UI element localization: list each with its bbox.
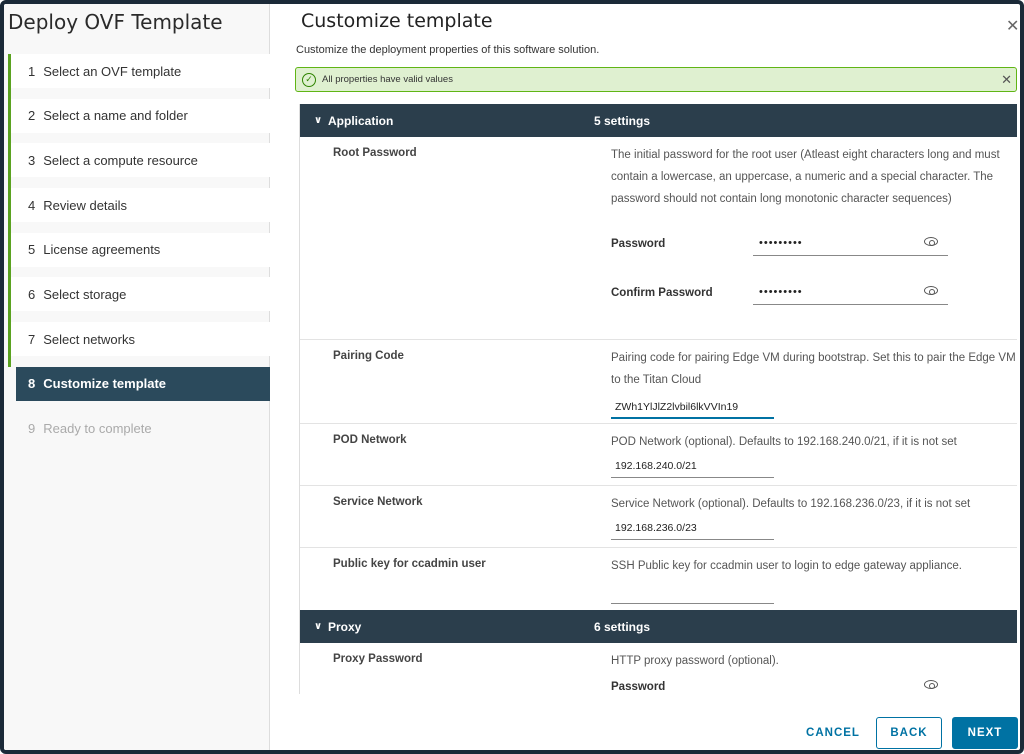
step-select-compute-resource[interactable] bbox=[8, 143, 270, 177]
step-label: Select a name and folder bbox=[43, 108, 188, 124]
eye-icon[interactable] bbox=[924, 237, 938, 246]
back-button[interactable]: BACK bbox=[876, 717, 942, 749]
step-label: Customize template bbox=[43, 376, 167, 392]
service-network-input[interactable]: 192.168.236.0/23 bbox=[611, 518, 774, 540]
wizard-steps bbox=[8, 54, 270, 456]
property-description: HTTP proxy password (optional). bbox=[611, 655, 779, 667]
chevron-down-icon: ∨ bbox=[314, 115, 323, 126]
step-review-details[interactable] bbox=[8, 188, 270, 222]
page-title: Customize template bbox=[301, 10, 493, 32]
password-field-row bbox=[611, 232, 951, 260]
property-label: Pairing Code bbox=[333, 350, 404, 362]
main-panel bbox=[271, 4, 1020, 750]
row-proxy-password bbox=[300, 643, 1017, 694]
confirm-password-field-row bbox=[611, 281, 951, 309]
page-subtitle: Customize the deployment properties of this software solution. bbox=[296, 44, 600, 56]
public-key-input[interactable] bbox=[611, 582, 774, 604]
properties-grid bbox=[299, 104, 1017, 694]
step-label: License agreements bbox=[43, 242, 161, 258]
property-description: The initial password for the root user (Atleast eight characters long and must contain a lowercase, an uppercase, a numeric and a special character. The password should not contain long monotonic character sequences) bbox=[611, 149, 1000, 205]
step-customize-template[interactable] bbox=[16, 367, 270, 401]
step-number: 4 bbox=[28, 197, 36, 213]
group-header-application[interactable] bbox=[300, 104, 1017, 137]
proxy-password-input[interactable] bbox=[753, 675, 948, 694]
chevron-down-icon: ∨ bbox=[314, 621, 323, 632]
password-label: Password bbox=[611, 238, 666, 250]
group-count: 5 settings bbox=[594, 113, 651, 128]
check-circle-icon: ✓ bbox=[302, 73, 316, 87]
step-number: 7 bbox=[28, 331, 36, 347]
wizard-sidebar bbox=[4, 4, 270, 750]
root-password-input[interactable] bbox=[753, 232, 948, 256]
next-button[interactable]: NEXT bbox=[952, 717, 1018, 749]
step-select-name-folder[interactable] bbox=[8, 99, 270, 133]
step-select-storage[interactable] bbox=[8, 277, 270, 311]
cancel-button[interactable]: CANCEL bbox=[806, 727, 860, 739]
property-label: Root Password bbox=[333, 147, 417, 159]
property-label: POD Network bbox=[333, 434, 407, 446]
property-description: Service Network (optional). Defaults to 192.168.236.0/23, if it is not set bbox=[611, 498, 971, 510]
property-description: Pairing code for pairing Edge VM during bootstrap. Set this to pair the Edge VM to the Titan Cloud bbox=[611, 352, 1016, 386]
property-description: SSH Public key for ccadmin user to login to edge gateway appliance. bbox=[611, 560, 962, 572]
property-label: Public key for ccadmin user bbox=[333, 558, 486, 570]
group-name: Proxy bbox=[328, 619, 362, 634]
step-number: 2 bbox=[28, 108, 36, 124]
password-label: Password bbox=[611, 681, 666, 693]
step-label: Select a compute resource bbox=[43, 152, 198, 168]
pairing-code-input[interactable]: ZWh1YlJlZ2lvbil6lkVVIn19 bbox=[611, 397, 774, 419]
step-number: 3 bbox=[28, 152, 36, 168]
step-label: Select an OVF template bbox=[43, 63, 182, 79]
step-number: 1 bbox=[28, 63, 36, 79]
group-count: 6 settings bbox=[594, 619, 651, 634]
row-service-network bbox=[300, 486, 1017, 548]
password-dots: ••••••••• bbox=[759, 286, 803, 298]
step-select-networks[interactable] bbox=[8, 322, 270, 356]
root-confirm-password-input[interactable] bbox=[753, 281, 948, 305]
property-description: POD Network (optional). Defaults to 192.168.240.0/21, if it is not set bbox=[611, 436, 957, 448]
row-public-key bbox=[300, 548, 1017, 610]
step-label: Select storage bbox=[43, 286, 127, 302]
step-number: 9 bbox=[28, 421, 36, 436]
step-number: 6 bbox=[28, 286, 36, 302]
step-label: Select networks bbox=[43, 331, 135, 347]
property-label: Service Network bbox=[333, 496, 423, 508]
close-icon[interactable]: ✕ bbox=[1006, 18, 1020, 35]
eye-icon[interactable] bbox=[924, 680, 938, 689]
password-dots: ••••••••• bbox=[759, 237, 803, 249]
step-label: Ready to complete bbox=[43, 421, 152, 436]
proxy-password-field-row bbox=[611, 675, 951, 694]
group-header-proxy[interactable] bbox=[300, 610, 1017, 643]
step-label: Review details bbox=[43, 197, 128, 213]
wizard-title: Deploy OVF Template bbox=[8, 10, 223, 34]
row-root-password bbox=[300, 137, 1017, 340]
row-pod-network bbox=[300, 424, 1017, 486]
group-name: Application bbox=[328, 113, 394, 128]
eye-icon[interactable] bbox=[924, 286, 938, 295]
step-license-agreements[interactable] bbox=[8, 233, 270, 267]
alert-close-icon[interactable]: ✕ bbox=[1001, 72, 1012, 87]
property-label: Proxy Password bbox=[333, 653, 423, 665]
step-ready-to-complete bbox=[8, 412, 270, 446]
step-number: 5 bbox=[28, 242, 36, 258]
step-select-ovf-template[interactable] bbox=[8, 54, 270, 88]
confirm-password-label: Confirm Password bbox=[611, 287, 713, 299]
alert-text: All properties have valid values bbox=[322, 74, 453, 85]
success-alert bbox=[295, 67, 1017, 92]
step-number: 8 bbox=[28, 376, 36, 392]
pod-network-input[interactable]: 192.168.240.0/21 bbox=[611, 456, 774, 478]
row-pairing-code bbox=[300, 340, 1017, 424]
